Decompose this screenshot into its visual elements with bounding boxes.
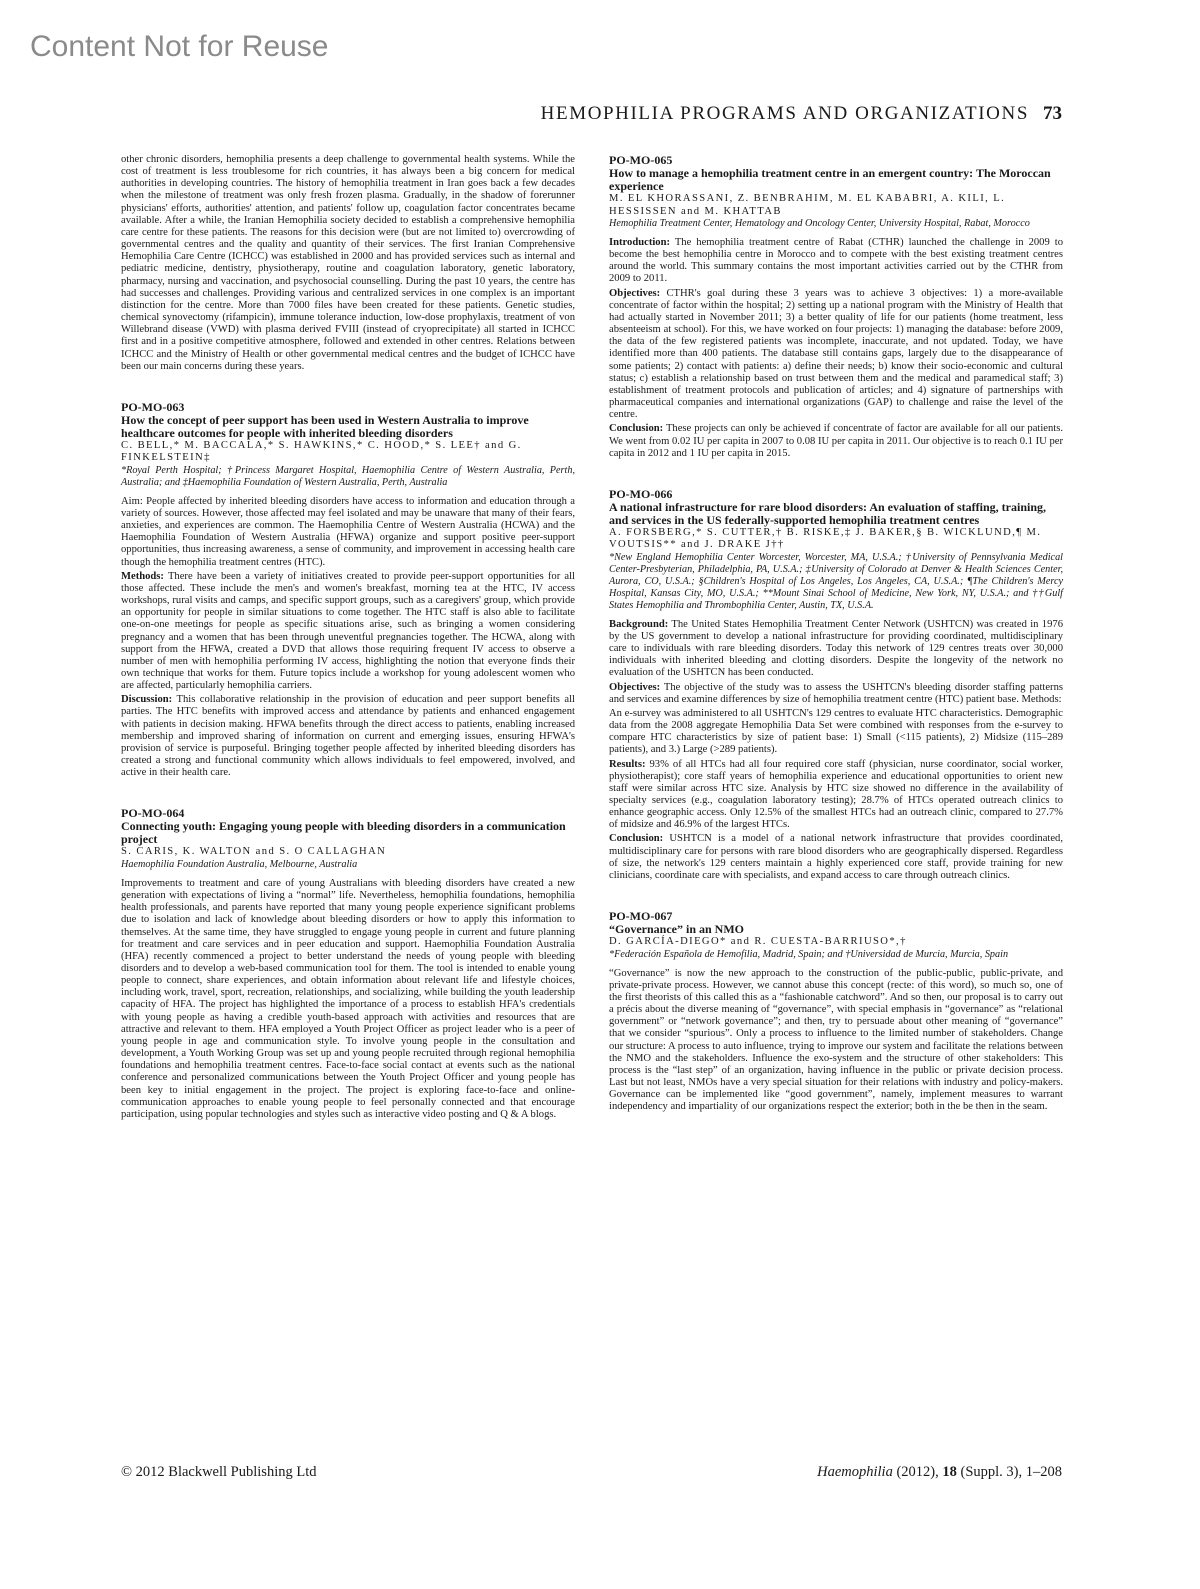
abstract [609, 154, 1063, 460]
abstract-id: PO-MO-066 [609, 486, 673, 501]
paragraph-text: 93% of all HTCs had all four required core staff (physician, nurse coordinator, social worker, physiotherapist); core staff years of hemophilia experience and educational opportunities to orient new staff were similar across HTC size. Analysis by HTC size showed no difference in the availability of specialty services (e.g., coagulation laboratory testing); 28.7% of HTCs operated outreach clinics to enhance geographic access. Only 12.5% of the smallest HTCs had an outreach clinic, compared to 27.7% of midsize and 46.9% of the largest HTCs. [609, 758, 1063, 831]
paragraph-text: Aim: People affected by inherited bleeding disorders have access to information and education through a variety of sources. However, those affected may feel isolated and may be unaware that many of their fears, anxieties, and experiences are common. The Haemophilia Centre of Western Australia (HCWA) and the Haemophilia Foundation of Western Australia (HFWA) organize and support positive peer-support opportunities, thus increasing awareness, a sense of community, and improvement in accessing health care though the hemophilia treatment centres (HTC). [121, 495, 575, 568]
abstract-affiliation: Hemophilia Treatment Center, Hematology and Oncology Center, University Hospital, Rabat, Morocco [609, 218, 1030, 229]
page-number: 73 [1043, 103, 1062, 124]
abstract-authors: D. GARCÍA-DIEGO* and R. CUESTA-BARRIUSO*,† [609, 936, 907, 948]
abstract-paragraph [609, 759, 1063, 832]
paragraph-text: An e-survey was administered to all USHTCN's 129 centres to evaluate HTC characteristics. Demographic data from the 2008 aggregate Hemophilia Data Set were combined with responses from the e-survey to compare HTC characteristics by size of patient base: 1) Small (<115 patients), 2) Midsize (115–289 patients), and 3.) Large (>289 patients). [609, 707, 1063, 756]
continuation-text: other chronic disorders, hemophilia presents a deep challenge to governmental health systems. While the cost of treatment is less troublesome for rich countries, it has always been a big concern for medical authorities in developing countries. The history of hemophilia treatment in Iran goes back a few decades when the milestone of treatment was only fresh frozen plasma. Gradually, in the shadow of forerunner physicians' efforts, authorities' attention, and patients' follow up, coagulation factor concentrates became available. After a while, the Iranian Hemophilia society decided to establish a comprehensive hemophilia care centre for these patients. The reasons for this decision were (but are not limited to) overcrowding of governmental centres and the quality and quantity of their services. The first Iranian Comprehensive Hemophilia Care Centre (ICHCC) was established in 2000 and has provided services such as internal and pediatric medicine, dentistry, physiotherapy, routine and coagulation laboratory, genetic laboratory, pharmacy, nursing and vaccination, and psychosocial counselling. During the past 10 years, the centre has had successes and challenges. Providing various and centralized services in one complex is an important distinction for the centre. More than 7000 files have been created for these patients. Genetic studies, chemical synovectomy (rifampicin), immune tolerance induction, low-dose prophylaxis, treatment of von Willebrand disease (VWD) with plasma derived FVIII (instead of cryoprecipitate) all started in ICHCC first and in a positive competitive atmosphere, followed and extended in other centres. Relations between ICHCC and the Ministry of Health or other governmental medical centres and the budget of ICHCC have been our main concerns during these years. [121, 154, 575, 372]
section-label: Background: [609, 618, 669, 630]
paragraph-text: The hemophilia treatment centre of Rabat (CTHR) launched the challenge in 2009 to become the best hemophilia centre in Morocco and to compete with the best existing treatment centres around the world. This summary contains the most important activities carried out by the CTHR from 2009 to 2011. [609, 237, 1063, 285]
abstract [609, 488, 1063, 882]
abstract-paragraph [609, 423, 1063, 459]
abstract-paragraph [609, 833, 1063, 882]
running-head [541, 103, 1062, 125]
abstract-paragraph [609, 237, 1063, 286]
running-head-title: HEMOPHILIA PROGRAMS AND ORGANIZATIONS [540, 103, 1029, 124]
paragraph-text: USHTCN is a model of a national network infrastructure that provides coordinated, multidisciplinary care for persons with rare blood disorders who are geographically dispersed. Regardless of size, the network's 129 centers maintain a highly experienced core staff, provide training for new clinicians, coordinate care with specialists, and expand access to care through outreach clinics. [609, 833, 1063, 881]
abstract-id: PO-MO-065 [609, 153, 673, 167]
abstract-affiliation: *New England Hemophilia Center Worcester, Worcester, MA, U.S.A.; †University of Pennsylvania Medical Center-Presbyterian, Philadelphia, PA, U.S.A.; ‡University of Colorado at Denver & Health Sciences Center, Aurora, CO, U.S.A.; §Children's Hospital of Los Angeles, Los Angeles, CA, U.S.A.; ¶The Children's Mercy Hospital, Kansas City, MO, U.S.A.; **Mount Sinai School of Medicine, New York, NY, U.S.A.; and ††Gulf States Hemophilia and Thrombophilia Center, Austin, TX, U.S.A. [609, 551, 1063, 611]
watermark: Content Not for Reuse [30, 30, 329, 63]
journal-pages: (Suppl. 3), 1–208 [956, 1464, 1062, 1480]
paragraph-text: There have been a variety of initiatives created to provide peer-support opportunities for all those affected. These include the men's and women's breakfast, morning tea at the HTC, IV access workshops, rural visits and camps, and specific support groups, such as a caregivers' group, which provide an opportunity for people in similar situations to come together. The HTC staff is also able to facilitate one-on-one meetings for people as specific situations arise, such as bringing a women considering pregnancy and a women that has been through uneventful pregnancies together. The HCWA, along with support from the HFWA, created a DVD that allows those requiring frequent IV access to observe a number of men with hemophilia performing IV access, highlighting the notion that everyone finds their own technique that works for them. Future topics include a workshop for young adolescent women who are affected, particularly hemophilia carriers. [121, 570, 575, 692]
abstract-paragraph [121, 571, 575, 693]
abstract-title: Connecting youth: Engaging young people with bleeding disorders in a communication project [121, 819, 566, 847]
paragraph-text: This collaborative relationship in the provision of education and peer support benefits all parties. The HTC benefits with improved access and attendance by patients and enhanced engagement with patients in decision making. HFWA benefits through the direct access to patients, enabling increased membership and improved sharing of information on current and emerging issues, ensuring HFWA's provision of service is purposeful. Bringing together people affected by inherited bleeding disorders has created a strong and functional community which allows individuals to feel empowered, involved, and active in their health care. [121, 694, 575, 779]
section-label: Methods: [121, 570, 164, 582]
abstract-paragraph [121, 878, 575, 1121]
section-label: Results: [609, 758, 646, 770]
abstract-id: PO-MO-064 [121, 806, 185, 821]
abstract-paragraph [121, 496, 575, 569]
section-label: Objectives: [609, 287, 661, 299]
section-label: Discussion: [121, 694, 173, 706]
abstract-authors: M. EL KHORASSANI, Z. BENBRAHIM, M. EL KABABRI, A. KILI, L. HESSISSEN and M. KHATTAB [609, 193, 1006, 217]
abstract-paragraph [609, 619, 1063, 680]
left-column [121, 154, 575, 1121]
abstract-affiliation: Haemophilia Foundation Australia, Melbourne, Australia [121, 858, 358, 870]
abstract-affiliation: *Federación Española de Hemofilia, Madrid, Spain; and †Universidad de Murcia, Murcia, Spain [609, 948, 1009, 960]
paragraph-text: These projects can only be achieved if concentrate of factor are available for all our patients. We went from 0.02 IU per capita in 2007 to 0.08 IU per capita in 2011. Our objective is to reach 0.1 IU per capita in 2012 and 1 IU per capita in 2015. [609, 423, 1063, 459]
footer-citation [817, 1464, 1062, 1481]
abstract-paragraph [609, 682, 1063, 706]
journal-year: (2012), [892, 1464, 943, 1480]
section-label: Introduction: [609, 237, 671, 248]
abstract [121, 401, 575, 780]
abstract-authors: S. CARIS, K. WALTON and S. O CALLAGHAN [121, 846, 387, 858]
abstract-id: PO-MO-067 [609, 909, 673, 924]
abstract-title: How the concept of peer support has been used in Western Australia to improve healthcare outcomes for people with inherited bleeding disorders [121, 412, 529, 440]
journal-volume: 18 [942, 1464, 957, 1480]
abstract [121, 807, 575, 1121]
right-column [609, 154, 1063, 1113]
section-label: Conclusion: [609, 423, 664, 435]
section-label: Objectives: [609, 681, 661, 693]
section-label: Conclusion: [609, 833, 664, 845]
abstract-paragraph [609, 288, 1063, 422]
abstract-title: “Governance” in an NMO [609, 922, 744, 937]
abstract-title: How to manage a hemophilia treatment centre in an emergent country: The Moroccan experience [609, 166, 1051, 193]
paragraph-text: “Governance” is now the new approach to the construction of the public-public, public-private, and private-private process. However, we cannot abuse this concept (recte: of this word), so much so, one of the first theorists of this called this as a “fashionable catchword”. And so then, our proposal is to carry out a précis about the diverse meaning of “governance”, with special emphasis in “governance” as “relational government” or “network governance”; and then, try to persuade about other meaning of “governance” that we consider “spurious”. Only a process to influence to the limited number of stakeholders. Change our structure: A process to auto influence, trying to improve our system and facilitate the relations between the NMO and the stakeholders. Influence the exo-system and the structure of other stakeholders: This process is the “last step” of an organization, having influence in the public or private decision process. Last but not least, NMOs have a very special situation for their relations with industry and policy-makers. Governance can be implemented like “good government”, namely, implement measures to warrant independency and impartiality of our organizations respect the exterior; both in the be then in the seam. [609, 967, 1063, 1113]
abstract-authors: A. FORSBERG,* S. CUTTER,† B. RISKE,‡ J. BAKER,§ B. WICKLUND,¶ M. VOUTSIS** and J. DRAKE J†† [609, 526, 1042, 551]
paragraph-text: Improvements to treatment and care of young Australians with bleeding disorders have created a new generation with expectations of living a “normal” life. Nevertheless, hemophilia foundations, hemophilia health professionals, and parents have reported that many young people experience significant problems due to isolation and lack of knowledge about bleeding disorders or how to apply this information to themselves. At the same time, they have struggled to engage young people in current and future planning for treatment and care services and in peer education and support. Haemophilia Foundation Australia (HFA) recently commenced a project to better understand the needs of young people with bleeding disorders and to develop a web-based communication tool for them. The tool is intended to enable young people to connect, share experiences, and obtain information about relevant life and lifestyle choices, including work, travel, sport, recreation, relationships, and socializing, while building the youth leadership capacity of HFA. The project has highlighted the importance of a process to establish HFA's credentials with young people as having a credible youth-based approach with activities and resources that are attractive and relevant to them. HFA employed a Youth Project Officer as project leader who is a peer of young people in age and communication style. To involve young people in the consultation and development, a Youth Working Group was set up and young people recruited through regional hemophilia foundations and hemophilia treatment centres. Face-to-face social contact at events such as the national conference and personalized communications between the Youth Project Officer and young people has been key to initial engagement in the project. The project is exploring face-to-face and online-communication approaches to enable young people to feel personally connected and that encourage participation, using popular technologies and styles such as interactive video posting and Q & A blogs. [121, 877, 575, 1120]
journal-name: Haemophilia [817, 1464, 893, 1480]
abstract-id: PO-MO-063 [121, 399, 185, 414]
abstract-paragraph [609, 968, 1063, 1114]
abstract-authors: C. BELL,* M. BACCALA,* S. HAWKINS,* C. HOOD,* S. LEE† and G. FINKELSTEIN‡ [121, 439, 522, 464]
abstract-affiliation: *Royal Perth Hospital; †Princess Margaret Hospital, Haemophilia Centre of Western Australia, Perth, Australia; and ‡Haemophilia Foundation of Western Australia, Perth, Australia [121, 464, 575, 488]
paragraph-text: The objective of the study was to assess the USHTCN's bleeding disorder staffing patterns and services and examine differences by size of hemophilia treatment centre (HTC) patient base. Methods: [609, 681, 1063, 705]
abstract-title: A national infrastructure for rare blood disorders: An evaluation of staffing, training, and services in the US federally-supported hemophilia treatment centres [609, 499, 1047, 527]
paragraph-text: The United States Hemophilia Treatment Center Network (USHTCN) was created in 1976 by the US government to develop a national infrastructure for providing coordinated, multidisciplinary care to individuals with rare bleeding disorders. Today this network of 129 centres treats over 30,000 individuals with inherited bleeding and clotting disorders. Despite the longevity of the network no evaluation of the USHTCN has been conducted. [609, 618, 1063, 679]
footer-copyright: © 2012 Blackwell Publishing Ltd [121, 1464, 317, 1480]
abstract-paragraph [609, 708, 1063, 757]
paragraph-text: CTHR's goal during these 3 years was to achieve 3 objectives: 1) a more-available concentrate of factor within the hospital; 2) setting up a national program with the Ministry of Health that had actually started in November 2011; 3) a better quality of life for our patients (home treatment, less absenteeism at school). For this, we have worked on four projects: 1) managing the database: before 2009, the data of the few registered patients was incomplete, inaccurate, and not updated. Today, we have identified more than 400 patients. The database still contains gaps, largely due to the disappearance of some patients; 2) contact with patients: a) define their needs; b) know their socio-economic and cultural status; c) establish a relationship based on trust between them and the medical and paramedical staff; 3) establishment of treatment protocols and publication of articles; and 4) signature of partnerships with pharmaceutical companies and international organizations (GAP) to challenge and raise the level of the centre. [609, 287, 1063, 421]
abstract-paragraph [121, 694, 575, 779]
abstract [609, 910, 1063, 1113]
